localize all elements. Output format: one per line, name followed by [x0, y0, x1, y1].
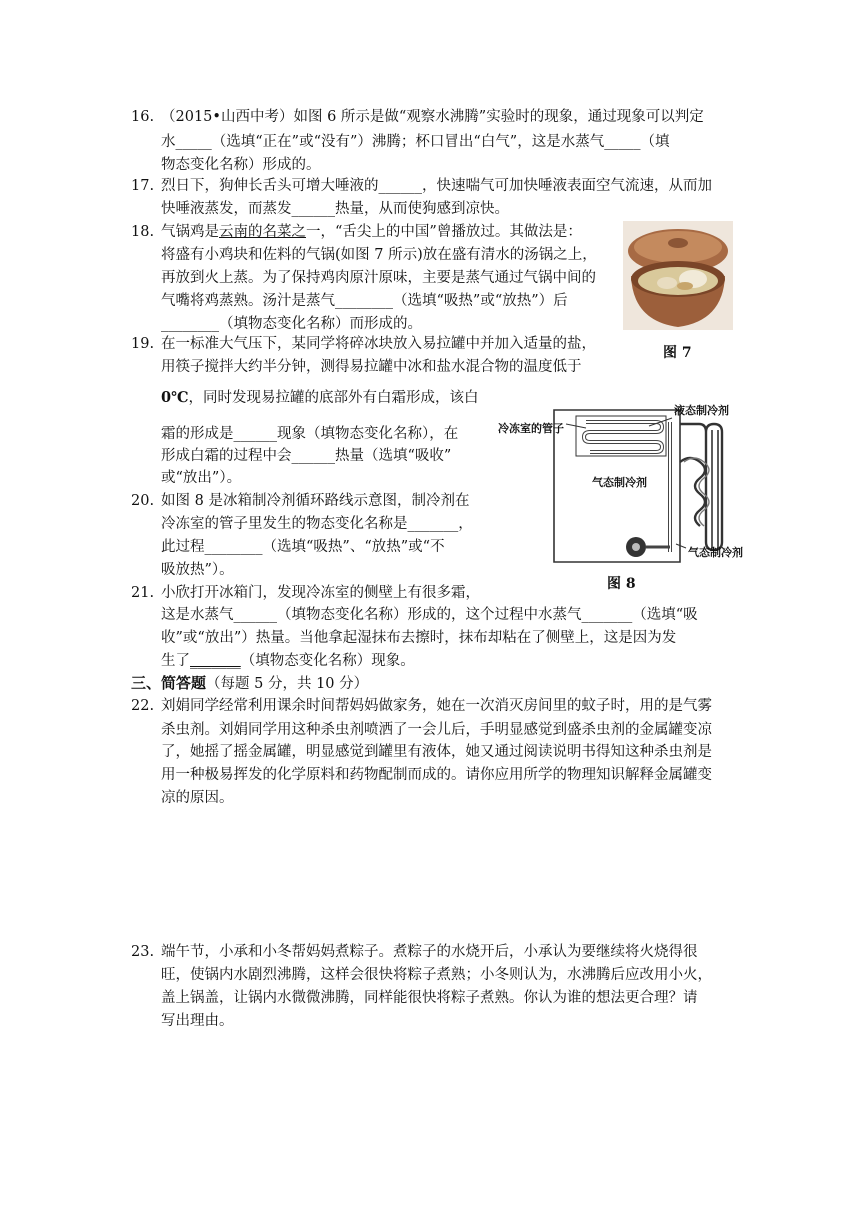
q21-line4-a: 生了: [161, 653, 190, 669]
q18-line3: 再放到火上蒸。为了保持鸡肉原汁原味，主要是蒸气通过气锅中间的: [161, 270, 596, 286]
q21-line3: 收”或“放出”）热量。当他拿起湿抹布去擦时，抹布却粘在了侧壁上，这是因为发: [161, 630, 677, 646]
section3-title: 三、简答题: [131, 674, 207, 692]
q23-line2: 旺，使锅内水剧烈沸腾，这样会很快将粽子煮熟；小冬则认为，水沸腾后应改用小火，: [161, 967, 712, 983]
q16-line2: 水_____（选填“正在”或“没有”）沸腾；杯口冒出“白气”，这是水蒸气_____（填: [161, 134, 670, 150]
q19-line6: 或“放出”）。: [161, 470, 242, 486]
q21-line4: [161, 651, 415, 671]
q19-line2: 用筷子搅拌大约半分钟，测得易拉罐中冰和盐水混合物的温度低于: [161, 359, 582, 375]
fig8-label-pipe: 冷冻室的管子: [498, 422, 564, 435]
q18-line1-c: 一，“舌尖上的中国”曾播放过。其做法是：: [306, 224, 582, 240]
q19-line3-text: ，同时发现易拉罐的底部外有白霜形成，该白: [188, 390, 479, 406]
q18-line4: 气嘴将鸡蒸熟。汤汁是蒸气________（选填“吸热”或“放热”）后: [161, 293, 568, 309]
q19-number: 19.: [131, 336, 155, 352]
q18-line2: 将盛有小鸡块和佐料的气锅(如图 7 所示)放在盛有清水的汤锅之上，: [161, 247, 597, 263]
q19-line3: [161, 388, 478, 408]
q16-line3: 物态变化名称）形成的。: [161, 157, 321, 173]
fig8-label-liquid: 液态制冷剂: [674, 404, 729, 417]
q21-line2: 这是水蒸气______（填物态变化名称）形成的，这个过程中水蒸气_______（选填“吸: [161, 607, 698, 623]
q23-line4: 写出理由。: [161, 1013, 234, 1029]
q22-line3: 了，她摇了摇金属罐，明显感觉到罐里有液体，她又通过阅读说明书得知这种杀虫剂是: [161, 744, 712, 760]
q17-line2: 快唾液蒸发，而蒸发______热量，从而使狗感到凉快。: [161, 201, 509, 217]
fig8-caption: 图 8: [607, 576, 636, 592]
q19-line5: 形成白霜的过程中会______热量（选填“吸收”: [161, 448, 452, 464]
fig7-steam-pot-image: [623, 221, 733, 330]
fig7-caption: 图 7: [663, 345, 692, 361]
q16-number: 16.: [131, 109, 155, 125]
section3-note: （每题 5 分，共 10 分）: [206, 676, 369, 692]
q21-blank: _______: [190, 653, 241, 669]
fig8-fridge-diagram: [494, 402, 776, 570]
q20-line2: 冷冻室的管子里发生的物态变化名称是_______，: [161, 516, 473, 532]
q21-line1: 小欣打开冰箱门，发现冷冻室的侧壁上有很多霜，: [161, 585, 480, 601]
fig8-label-gas-inner: 气态制冷剂: [592, 476, 647, 489]
q19-zero-degrees: 0℃: [161, 389, 189, 406]
q18-underlined-text: 云南的名菜之: [219, 224, 306, 240]
q17-number: 17.: [131, 178, 155, 194]
q19-line4: 霜的形成是______现象（填物态变化名称），在: [161, 426, 459, 442]
q20-line3: 此过程________（选填“吸热”、“放热”或“不: [161, 539, 445, 555]
q20-line4: 吸放热”）。: [161, 562, 234, 578]
q20-line1: 如图 8 是冰箱制冷剂循环路线示意图，制冷剂在: [161, 493, 470, 509]
q18-number: 18.: [131, 224, 155, 240]
q22-line1: 刘娟同学经常利用课余时间帮妈妈做家务，她在一次消灭房间里的蚊子时，用的是气雾: [161, 698, 712, 714]
q20-number: 20.: [131, 493, 155, 509]
q22-line5: 凉的原因。: [161, 790, 234, 806]
section3-heading: [131, 673, 368, 694]
q19-line1: 在一标准大气压下，某同学将碎冰块放入易拉罐中并加入适量的盐，: [161, 336, 596, 352]
q23-number: 23.: [131, 944, 155, 960]
q21-line4-c: （填物态变化名称）现象。: [240, 653, 415, 669]
q18-line1-a: 气锅鸡是: [161, 224, 219, 240]
q18-line5: ________（填物态变化名称）而形成的。: [161, 316, 422, 332]
q16-line1: （2015•山西中考）如图 6 所示是做“观察水沸腾”实验时的现象，通过现象可以判定: [161, 109, 704, 125]
q23-line3: 盖上锅盖，让锅内水微微沸腾，同样能很快将粽子煮熟。你认为谁的想法更合理？请: [161, 990, 698, 1006]
q22-line4: 用一种极易挥发的化学原料和药物配制而成的。请你应用所学的物理知识解释金属罐变: [161, 767, 712, 783]
q18-line1: [161, 222, 582, 242]
q17-line1: 烈日下，狗伸长舌头可增大唾液的______，快速喘气可加快唾液表面空气流速，从而加: [161, 178, 712, 194]
q23-line1: 端午节，小承和小冬帮妈妈煮粽子。煮粽子的水烧开后，小承认为要继续将火烧得很: [161, 944, 698, 960]
q22-line2: 杀虫剂。刘娟同学用这种杀虫剂喷洒了一会儿后，手明显感觉到盛杀虫剂的金属罐变凉: [161, 722, 712, 738]
q21-number: 21.: [131, 585, 155, 601]
q22-number: 22.: [131, 698, 155, 714]
fig8-label-gas-bottom: 气态制冷剂: [688, 546, 743, 559]
